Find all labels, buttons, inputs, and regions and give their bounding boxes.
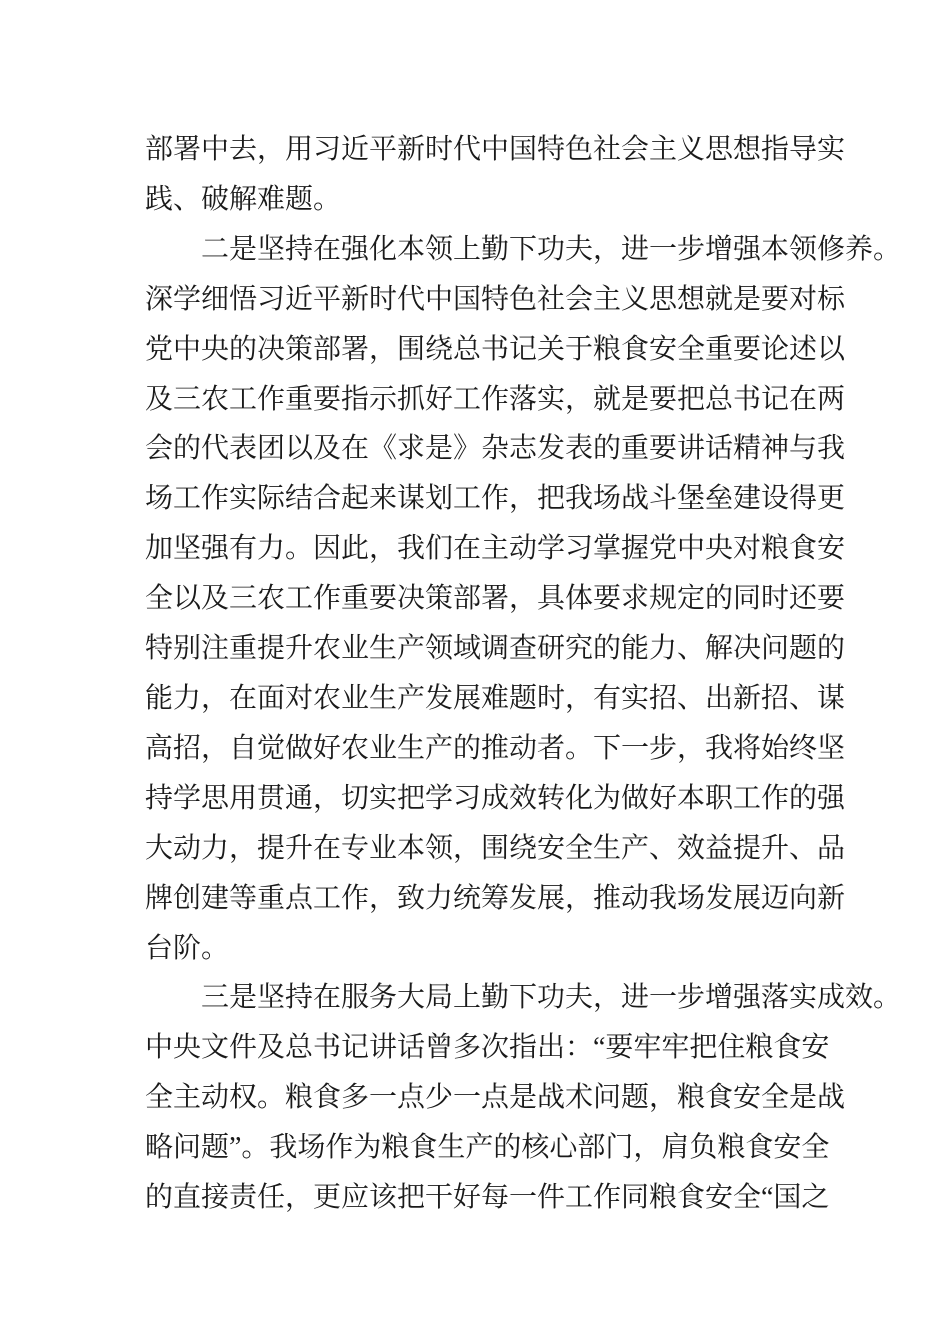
text-line: 大动力，提升在专业本领，围绕安全生产、效益提升、品: [145, 832, 846, 864]
text-line: 全以及三农工作重要决策部署，具体要求规定的同时还要: [145, 583, 846, 615]
text-line: 牌创建等重点工作，致力统筹发展，推动我场发展迈向新: [145, 882, 846, 914]
text-line: 部署中去，用习近平新时代中国特色社会主义思想指导实: [145, 134, 846, 165]
text-line: 践、破解难题。: [145, 183, 342, 215]
text-line: 台阶。: [145, 932, 230, 964]
text-line: 深学细悟习近平新时代中国特色社会主义思想就是要对标: [145, 283, 846, 315]
text-line: 加坚强有力。因此，我们在主动学习掌握党中央对粮食安: [145, 533, 846, 565]
text-line: 的直接责任，更应该把干好每一件工作同粮食安全“国之: [145, 1182, 830, 1214]
text-line: 二是坚持在强化本领上勤下功夫，进一步增强本领修养。: [201, 233, 902, 265]
text-line: 全主动权。粮食多一点少一点是战术问题，粮食安全是战: [145, 1082, 846, 1114]
text-line: 三是坚持在服务大局上勤下功夫，进一步增强落实成效。: [201, 982, 902, 1014]
text-line: 党中央的决策部署，围绕总书记关于粮食安全重要论述以: [145, 333, 846, 365]
text-line: 场工作实际结合起来谋划工作，把我场战斗堡垒建设得更: [145, 483, 846, 515]
text-line: 及三农工作重要指示抓好工作落实，就是要把总书记在两: [145, 383, 846, 415]
text-line: 能力，在面对农业生产发展难题时，有实招、出新招、谋: [145, 682, 846, 714]
text-line: 高招，自觉做好农业生产的推动者。下一步，我将始终坚: [145, 732, 846, 764]
text-block: [145, 125, 902, 1223]
text-line: 持学思用贯通，切实把学习成效转化为做好本职工作的强: [145, 782, 846, 814]
text-line: 特别注重提升农业生产领域调查研究的能力、解决问题的: [145, 633, 846, 665]
text-line: 略问题”。我场作为粮食生产的核心部门，肩负粮食安全: [145, 1132, 830, 1164]
text-line: 会的代表团以及在《求是》杂志发表的重要讲话精神与我: [145, 433, 846, 465]
text-line: 中央文件及总书记讲话曾多次指出：“要牢牢把住粮食安: [145, 1032, 830, 1064]
